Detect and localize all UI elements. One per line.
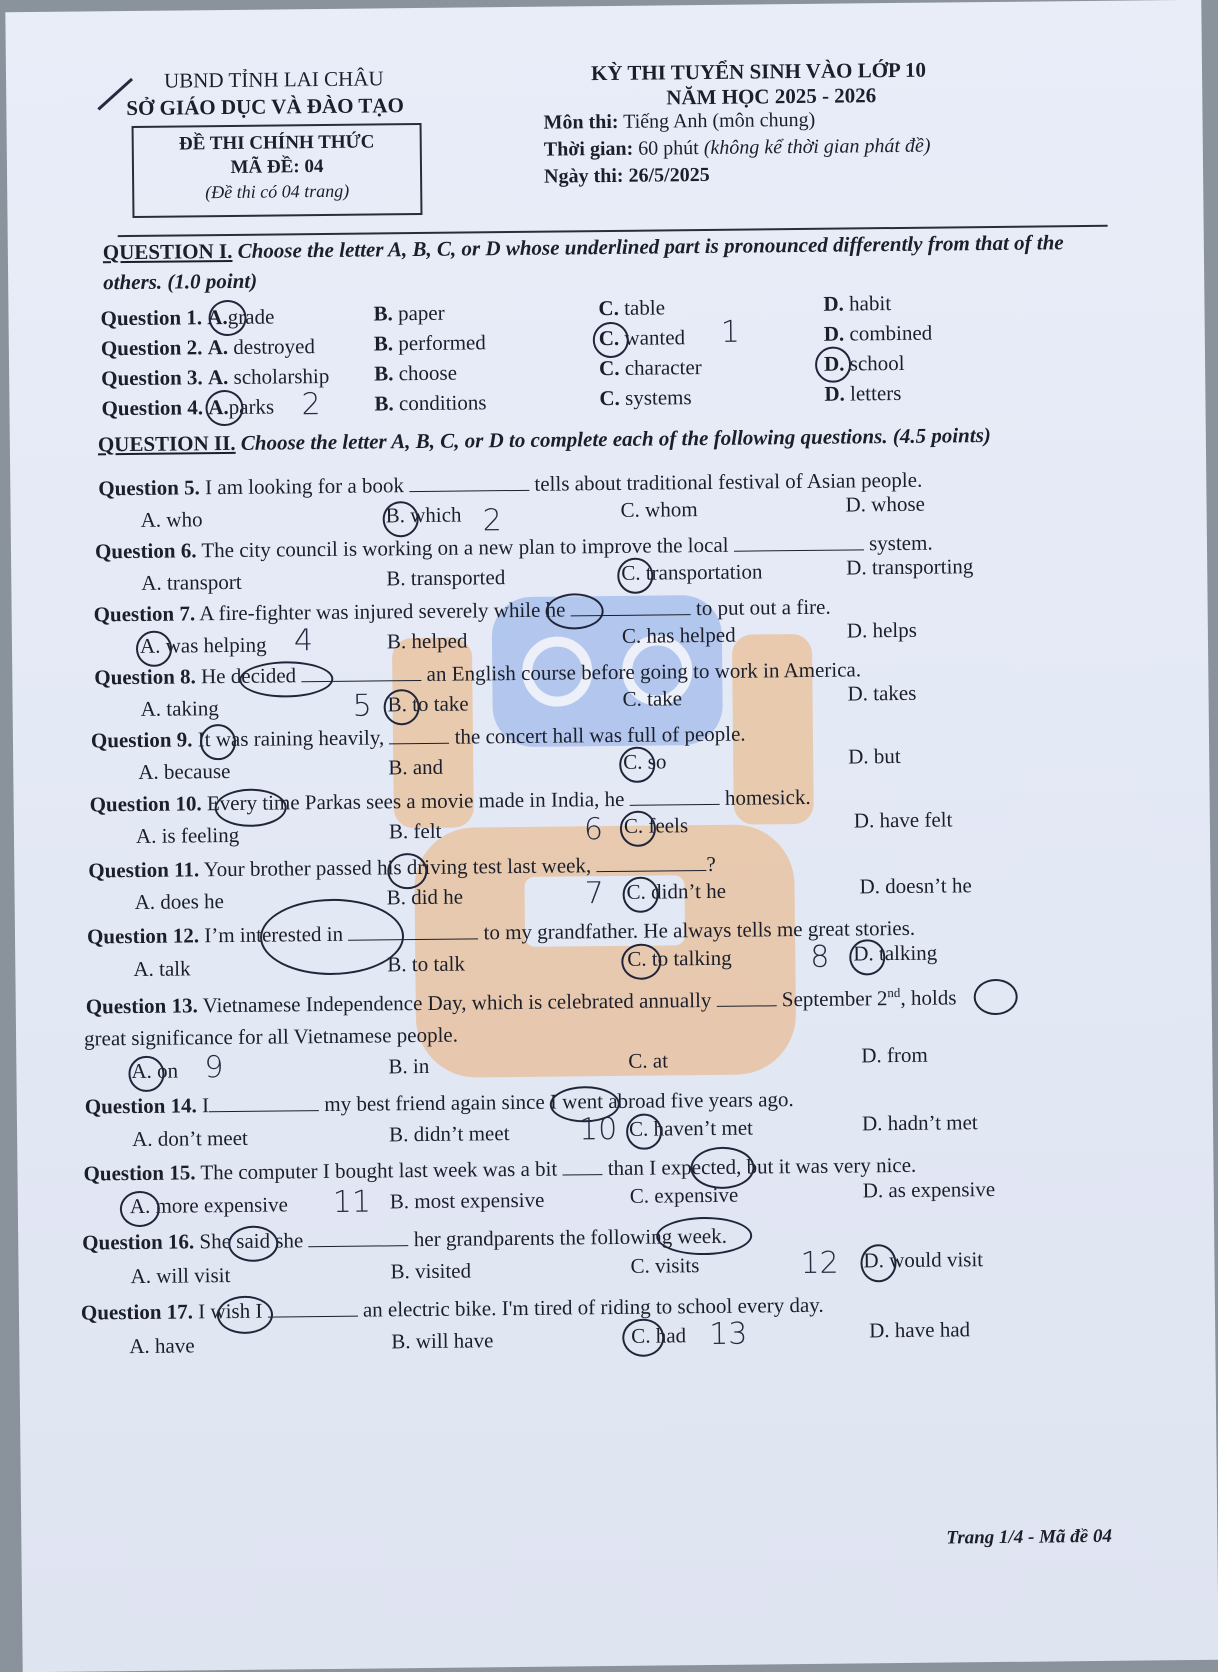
- date-value: 26/5/2025: [628, 163, 710, 187]
- page-count-note: (Đề thi có 04 trang): [205, 180, 350, 203]
- handwritten-mark: 10: [578, 1111, 618, 1148]
- question-3-option-c: C. character: [598, 355, 702, 381]
- question-13-option-a: A. on: [131, 1058, 179, 1084]
- question-7-option-c: C. has helped: [621, 622, 736, 648]
- question-17-label: Question 17.: [80, 1299, 194, 1325]
- handwritten-mark: 1: [720, 314, 741, 350]
- section-1-number: QUESTION I.: [102, 238, 233, 265]
- question-6-stem-end: system.: [868, 530, 933, 556]
- answer-blank: [716, 987, 776, 1007]
- answer-blank: [562, 1156, 602, 1175]
- answer-circle: [239, 661, 333, 698]
- question-16-stem-start: She said she: [199, 1228, 304, 1254]
- question-9-label: Question 9.: [90, 727, 193, 753]
- question-5: [98, 468, 922, 502]
- section-2-instruction: Choose the letter A, B, C, or D to complete each of the following questions. (4.5 points): [240, 423, 991, 455]
- page-footer: Trang 1/4 - Mã đề 04: [946, 1525, 1113, 1549]
- question-14-option-c: C. haven’t met: [628, 1115, 754, 1141]
- question-15-option-b: B. most expensive: [389, 1187, 545, 1214]
- answer-circle: [383, 689, 419, 725]
- question-13-option-d: D. from: [861, 1042, 928, 1068]
- handwritten-mark: 2: [482, 503, 502, 539]
- answer-circle: [621, 943, 661, 979]
- answer-blank: [308, 1227, 408, 1247]
- question-6-option-c: C. transportation: [621, 559, 763, 585]
- answer-circle: [205, 390, 243, 426]
- answer-circle: [619, 747, 655, 783]
- question-12-option-b: B. to talk: [387, 951, 466, 977]
- question-2-label: Question 2.: [100, 335, 203, 361]
- question-1-a-word: grade: [227, 304, 275, 329]
- question-15: [83, 1153, 916, 1187]
- question-8-option-c: C. take: [622, 686, 683, 711]
- question-14-label: Question 14.: [84, 1093, 197, 1119]
- question-8-stem-end: an English course before going to work in America.: [426, 657, 862, 686]
- question-4: [101, 395, 274, 422]
- exam-page: [5, 0, 1218, 1672]
- question-13-superscript: nd: [887, 984, 901, 1001]
- question-15-option-a: A. more expensive: [129, 1192, 289, 1219]
- subject-line: [543, 109, 815, 135]
- question-7-option-a: A. was helping: [139, 632, 267, 658]
- question-7-stem-end: to put out a fire.: [695, 594, 831, 621]
- question-8-stem-start: He decided: [200, 663, 297, 689]
- question-14-option-d: D. hadn’t met: [861, 1110, 978, 1136]
- question-10-stem-end: homesick.: [724, 784, 811, 810]
- question-4-a-letter: A.: [208, 394, 229, 420]
- answer-circle: [690, 1147, 754, 1190]
- question-13-option-b: B. in: [388, 1053, 430, 1079]
- question-11-option-d: D. doesn’t he: [859, 873, 972, 899]
- question-1-option-c: C. table: [598, 295, 666, 321]
- answer-circle: [593, 322, 629, 358]
- time-value: 60 phút: [638, 137, 699, 160]
- official-exam-box: [132, 123, 423, 218]
- answer-circle: [617, 558, 653, 594]
- date-line: [544, 164, 710, 189]
- question-12-label: Question 12.: [86, 923, 200, 949]
- question-6-option-a: A. transport: [141, 569, 242, 595]
- question-5-stem-start: I am looking for a book: [204, 473, 405, 500]
- answer-circle: [622, 877, 658, 913]
- question-9-option-b: B. and: [388, 754, 444, 780]
- question-13-stem-start: Vietnamese Independence Day, which is celebrated annually: [202, 987, 712, 1018]
- question-11-option-c: C. didn’t he: [626, 878, 727, 904]
- section-2-heading: [98, 419, 1118, 460]
- school-year: NĂM HỌC 2025 - 2026: [666, 83, 877, 110]
- answer-circle: [136, 631, 172, 667]
- answer-circle: [622, 1318, 664, 1356]
- question-6-option-d: D. transporting: [846, 554, 974, 580]
- question-11-stem-end: ?: [706, 851, 716, 877]
- question-5-option-a: A. who: [140, 507, 203, 532]
- handwritten-mark: 13: [709, 1316, 748, 1353]
- question-4-option-c: C. systems: [599, 385, 692, 411]
- handwritten-mark: 8: [810, 939, 830, 975]
- answer-circle: [382, 501, 418, 537]
- question-2-option-d: D. combined: [823, 320, 933, 346]
- question-9-option-a: A. because: [138, 758, 231, 784]
- question-14-stem-end: my best friend again since I went abroad five years ago.: [324, 1087, 794, 1117]
- question-10-option-b: B. felt: [388, 818, 442, 844]
- question-4-option-b: B. conditions: [374, 390, 487, 416]
- answer-circle: [815, 346, 851, 382]
- question-8-option-a: A. taking: [140, 696, 219, 721]
- question-10-option-a: A. is feeling: [135, 822, 240, 848]
- question-7-option-d: D. helps: [846, 617, 917, 643]
- question-15-option-d: D. as expensive: [862, 1177, 996, 1203]
- question-2-a-word: destroyed: [233, 334, 316, 359]
- question-10-label: Question 10.: [89, 791, 202, 817]
- question-11-label: Question 11.: [88, 857, 200, 883]
- question-7-option-b: B. helped: [386, 628, 468, 654]
- question-9-option-d: D. but: [848, 743, 901, 769]
- question-13-stem-line2: great significance for all Vietnamese people.: [83, 1022, 459, 1051]
- answer-blank: [409, 472, 529, 492]
- answer-circle: [120, 1191, 160, 1227]
- question-15-label: Question 15.: [83, 1160, 196, 1186]
- question-2-a-letter: A.: [207, 334, 229, 360]
- question-16-stem-end: her grandparents the following week.: [413, 1223, 728, 1252]
- question-15-option-c: C. expensive: [629, 1182, 739, 1208]
- answer-blank: [630, 786, 720, 806]
- time-line: [544, 135, 931, 162]
- question-10-option-d: D. have felt: [853, 807, 953, 833]
- question-4-label: Question 4.: [101, 395, 204, 421]
- question-8-label: Question 8.: [94, 664, 196, 690]
- question-14-stem-start: I: [201, 1093, 210, 1118]
- time-label: Thời gian:: [543, 137, 634, 161]
- answer-blank: [734, 531, 864, 551]
- answer-circle: [656, 1217, 752, 1256]
- question-9-option-c: C. so: [623, 749, 667, 774]
- question-6: [95, 531, 933, 565]
- question-16-option-a: A. will visit: [130, 1263, 231, 1289]
- question-5-label: Question 5.: [98, 475, 200, 501]
- question-6-stem-start: The city council is working on a new plan to improve the local: [201, 532, 729, 563]
- question-9-stem-start: It was raining heavily,: [197, 725, 385, 752]
- question-3-label: Question 3.: [101, 365, 203, 391]
- question-11-option-b: B. did he: [386, 884, 464, 910]
- answer-circle: [200, 724, 236, 760]
- question-12-option-a: A. talk: [133, 956, 191, 982]
- question-5-stem-end: tells about traditional festival of Asian people.: [534, 467, 923, 496]
- question-7-label: Question 7.: [93, 601, 196, 627]
- question-12-stem-end: to my grandfather. He always tells me great stories.: [483, 915, 916, 945]
- question-3-option-d: D. school: [823, 350, 905, 376]
- answer-circle: [217, 1296, 273, 1335]
- question-3-a-letter: A.: [207, 364, 229, 390]
- answer-blank: [268, 1298, 358, 1318]
- section-1-heading: [103, 227, 1124, 298]
- question-17-stem-end: an electric bike. I'm tired of riding to school every day.: [362, 1292, 824, 1322]
- answer-blank: [596, 852, 706, 872]
- question-5-option-d: D. whose: [845, 491, 925, 517]
- question-12-option-d: D. talking: [853, 940, 938, 966]
- handwritten-mark: 6: [583, 812, 604, 848]
- answer-blank: [209, 1092, 319, 1112]
- handwritten-mark: 7: [584, 876, 604, 912]
- handwritten-mark: 12: [800, 1245, 839, 1282]
- answer-circle: [849, 939, 885, 975]
- question-3-a-word: scholarship: [233, 363, 330, 389]
- question-4-a-word: parks: [228, 394, 275, 419]
- section-1-instruction: Choose the letter A, B, C, or D whose underlined part is pronounced differently from that of the others. (1.0 point): [103, 230, 1064, 295]
- answer-blank: [389, 725, 449, 745]
- handwritten-mark: 5: [352, 688, 372, 724]
- question-15-stem-end: than I expected, but it was very nice.: [607, 1152, 917, 1181]
- question-14: [85, 1087, 794, 1119]
- question-16: [82, 1224, 727, 1256]
- question-1-option-b: B. paper: [373, 300, 445, 326]
- question-16-option-b: B. visited: [390, 1258, 472, 1284]
- question-15-stem-start: The computer I bought last week was a bit: [200, 1156, 558, 1185]
- question-1: [100, 305, 274, 332]
- question-17-option-c: C. had: [631, 1323, 687, 1348]
- question-11-option-a: A. does he: [134, 889, 225, 915]
- answer-circle: [128, 1056, 164, 1092]
- handwritten-mark: 2: [301, 387, 321, 423]
- question-16-option-c: C. visits: [630, 1253, 700, 1278]
- question-10-option-c: C. feels: [623, 813, 689, 838]
- question-3: [101, 364, 329, 391]
- question-17-stem-start: I wish I: [198, 1298, 263, 1324]
- handwritten-mark: 9: [204, 1050, 224, 1086]
- answer-circle: [860, 1244, 896, 1282]
- question-2-option-c: C. wanted: [598, 325, 686, 351]
- question-2: [101, 334, 315, 361]
- question-1-option-d: D. habit: [823, 291, 892, 316]
- question-8-option-d: D. takes: [847, 680, 917, 706]
- official-exam-label: ĐỀ THI CHÍNH THỨC: [178, 131, 375, 155]
- answer-circle: [626, 1113, 662, 1149]
- date-label: Ngày thi:: [543, 164, 624, 188]
- question-1-label: Question 1.: [100, 305, 203, 331]
- question-6-label: Question 6.: [94, 538, 197, 564]
- department-name: SỞ GIÁO DỤC VÀ ĐÀO TẠO: [126, 93, 404, 121]
- answer-circle: [228, 1226, 278, 1263]
- question-14-option-a: A. don’t meet: [132, 1125, 248, 1152]
- province-name: UBND TỈNH LAI CHÂU: [163, 66, 384, 93]
- question-1-a-letter: A.: [207, 304, 228, 330]
- exam-title: KỲ THI TUYỂN SINH VÀO LỚP 10: [590, 57, 927, 86]
- question-13-label: Question 13.: [85, 993, 198, 1019]
- question-5-option-c: C. whom: [620, 497, 698, 522]
- question-12-stem-start: I’m interested in: [204, 921, 344, 948]
- question-13-stem-end: , holds: [900, 985, 957, 1010]
- question-6-option-b: B. transported: [386, 565, 506, 591]
- subject-value: Tiếng Anh (môn chung): [623, 108, 816, 133]
- handwritten-mark: 4: [293, 623, 314, 659]
- answer-circle: [974, 979, 1018, 1015]
- question-17-option-d: D. have had: [869, 1317, 971, 1343]
- section-2-number: QUESTION II.: [97, 430, 236, 457]
- question-17-option-a: A. have: [129, 1333, 195, 1359]
- question-16-label: Question 16.: [82, 1229, 195, 1255]
- question-17-option-b: B. will have: [391, 1328, 494, 1354]
- question-2-option-b: B. performed: [373, 330, 486, 356]
- question-11-stem-start: Your brother passed his driving test last week,: [203, 853, 592, 882]
- answer-circle: [208, 300, 246, 336]
- question-3-option-b: B. choose: [374, 360, 458, 386]
- question-8-option-b: B. to take: [387, 691, 469, 717]
- question-10-stem-start: Every time Parkas sees a movie made in India, he: [206, 786, 625, 816]
- exam-code: MÃ ĐỀ: 04: [230, 155, 324, 178]
- answer-circle: [620, 811, 656, 847]
- question-14-option-b: B. didn’t meet: [388, 1121, 510, 1147]
- handwritten-mark: 11: [332, 1184, 372, 1220]
- question-4-option-d: D. letters: [824, 380, 902, 406]
- question-13-stem-middle: September 2: [781, 986, 888, 1012]
- subject-label: Môn thi:: [543, 110, 619, 134]
- question-12-option-c: C. to talking: [627, 945, 732, 971]
- question-13-option-c: C. at: [628, 1048, 669, 1073]
- time-note: (không kể thời gian phát đề): [703, 134, 931, 160]
- answer-circle: [214, 788, 286, 827]
- question-5-option-b: B. which: [385, 502, 462, 528]
- question-7-stem-start: A fire-fighter was injured severely while he: [199, 597, 566, 626]
- question-16-option-d: D. would visit: [863, 1247, 984, 1273]
- question-9-stem-end: the concert hall was full of people.: [454, 721, 746, 749]
